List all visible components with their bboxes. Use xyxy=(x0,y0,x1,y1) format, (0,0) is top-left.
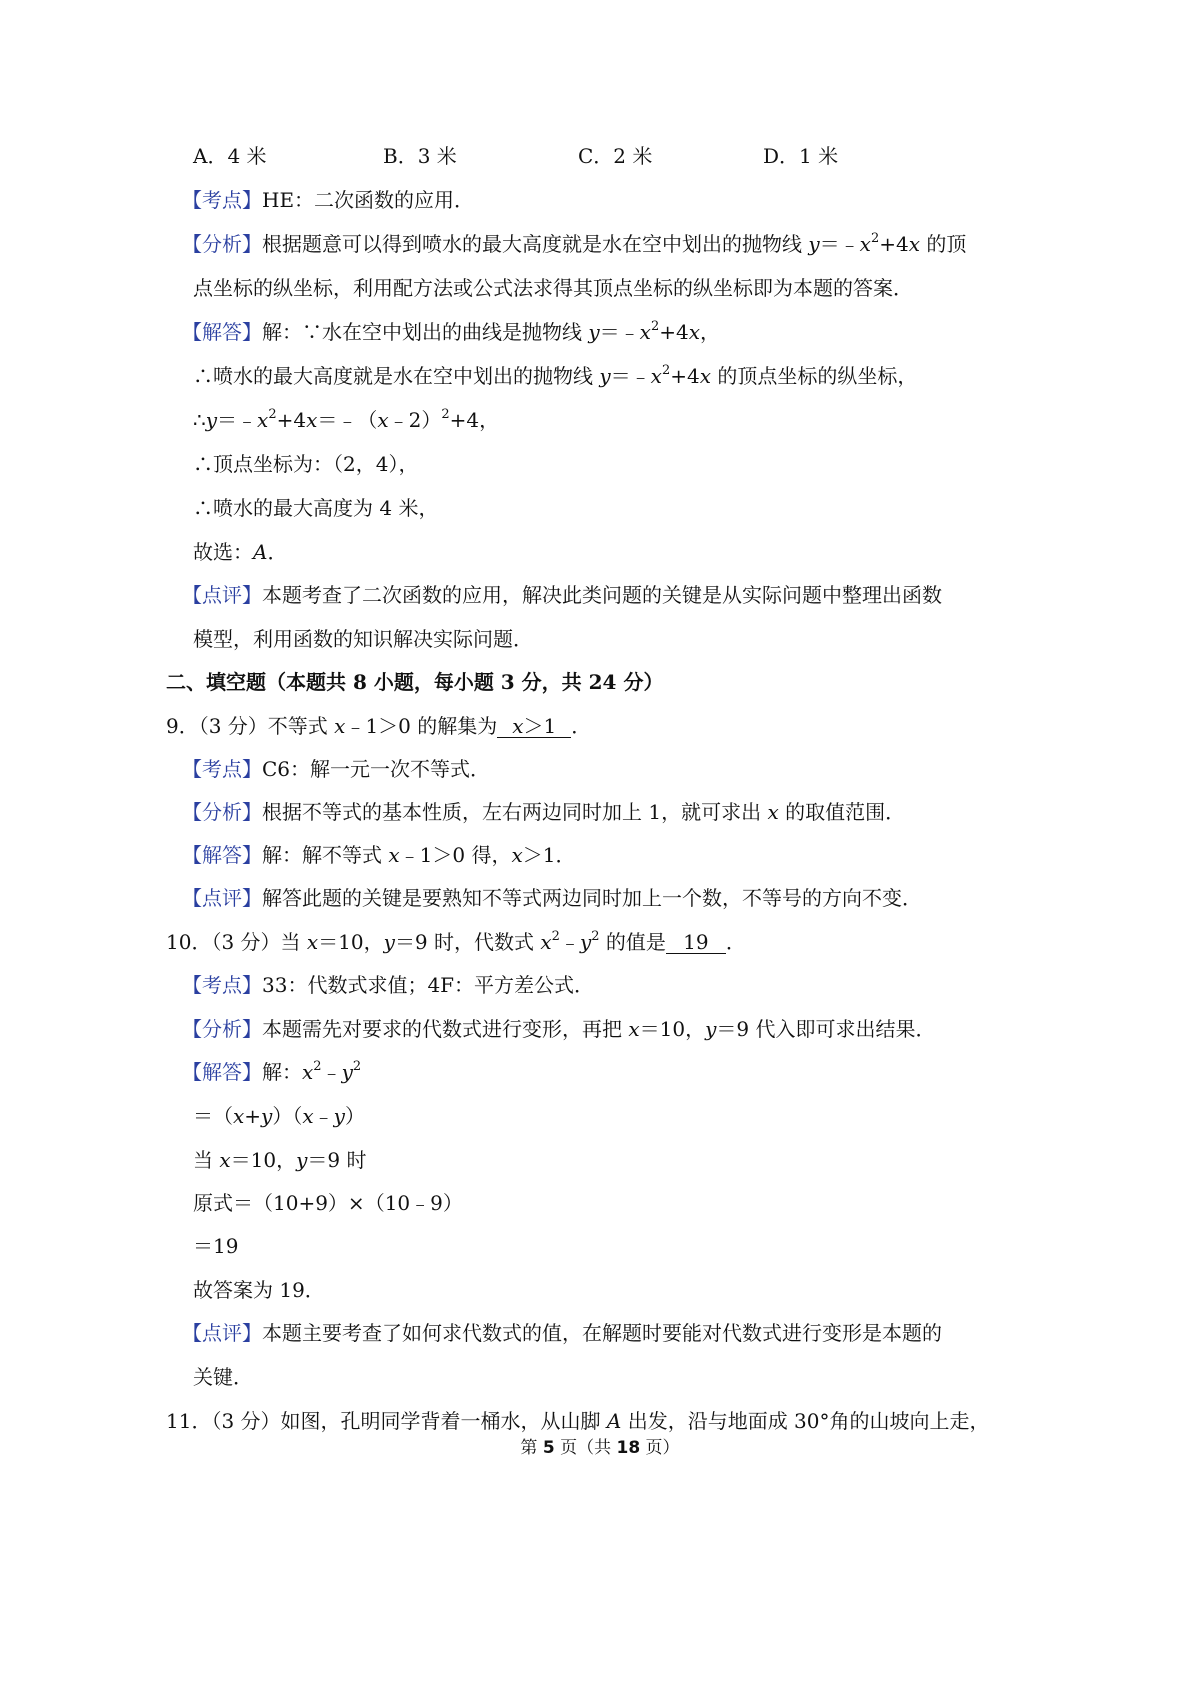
q8-kaodian: 【考点】HE：二次函数的应用． xyxy=(182,188,475,212)
q10-answer-blank: 19 xyxy=(666,931,726,954)
q10-solution-line-3: 当 x＝10，y＝9 时 xyxy=(193,1148,367,1172)
q11-stem: 11．（3 分）如图，孔明同学背着一桶水，从山脚 A 出发，沿与地面成 30°角的山坡向上走， xyxy=(166,1409,990,1433)
q10-solution-line-2: ＝（x+y）（x﹣y） xyxy=(193,1104,365,1128)
q8-solution-line-5: ∴喷水的最大高度为 4 米， xyxy=(193,496,439,520)
q10-solution-line-4: 原式＝（10+9）×（10﹣9） xyxy=(193,1191,463,1215)
option-b: B．3 米 xyxy=(383,144,457,168)
q8-solution-line-6: 故选：A． xyxy=(193,540,288,564)
q10-jieda: 【解答】解：$x^2﹣y^2$ xyxy=(182,1059,362,1084)
q10-solution-line-6: 故答案为 19． xyxy=(193,1278,325,1302)
q9-answer-blank: x＞1 xyxy=(497,715,571,738)
q8-solution-line-3: $\therefore y=﹣x^2+4x=﹣(x﹣2)^2+4$， xyxy=(193,407,500,432)
q10-dianping: 【点评】本题主要考查了如何求代数式的值，在解题时要能对代数式进行变形是本题的 xyxy=(182,1321,942,1345)
tag-fenxi: 【分析】 xyxy=(182,232,262,256)
q8-dianping-cont: 模型，利用函数的知识解决实际问题． xyxy=(193,627,533,651)
q9-fenxi: 【分析】根据不等式的基本性质，左右两边同时加上 1，就可求出 x 的取值范围． xyxy=(182,800,906,824)
q8-fenxi-cont: 点坐标的纵坐标，利用配方法或公式法求得其顶点坐标的纵坐标即为本题的答案． xyxy=(193,276,913,300)
q10-stem: 10．（3 分）当 x＝10，y＝9 时，代数式 $x^2﹣y^2$ 的值是 19 ． xyxy=(166,929,746,954)
q10-solution-line-5: ＝19 xyxy=(193,1234,239,1258)
q9-stem: 9．（3 分）不等式 x﹣1＞0 的解集为 x＞1 ． xyxy=(166,714,592,738)
option-a: A．4 米 xyxy=(193,144,267,168)
q9-kaodian: 【考点】C6：解一元一次不等式． xyxy=(182,757,491,781)
option-c: C．2 米 xyxy=(578,144,653,168)
q8-solution-line-2: ∴喷水的最大高度就是水在空中划出的抛物线 $y=﹣x^2+4x$ 的顶点坐标的纵坐标， xyxy=(193,363,918,388)
section-heading: 二、填空题（本题共 8 小题，每小题 3 分，共 24 分） xyxy=(166,670,664,694)
page-footer: 第 5 页（共 18 页） xyxy=(520,1438,680,1458)
q10-dianping-cont: 关键． xyxy=(193,1365,253,1389)
q10-fenxi: 【分析】本题需先对要求的代数式进行变形，再把 x＝10，y＝9 代入即可求出结果． xyxy=(182,1017,936,1041)
page-number: 5 xyxy=(542,1438,555,1458)
q8-fenxi: 【分析】根据题意可以得到喷水的最大高度就是水在空中划出的抛物线 $y=﹣x^2+4x$ 的顶 xyxy=(182,231,967,256)
q8-jieda: 【解答】解：∵水在空中划出的曲线是抛物线 $y=﹣x^2+4x$， xyxy=(182,319,720,344)
q8-dianping: 【点评】本题考查了二次函数的应用，解决此类问题的关键是从实际问题中整理出函数 xyxy=(182,583,942,607)
q9-jieda: 【解答】解：解不等式 x﹣1＞0 得，x＞1． xyxy=(182,843,576,867)
option-d: D．1 米 xyxy=(763,144,839,168)
q8-solution-line-4: ∴顶点坐标为：（2，4）， xyxy=(193,452,419,476)
q9-dianping: 【点评】解答此题的关键是要熟知不等式两边同时加上一个数，不等号的方向不变． xyxy=(182,886,922,910)
page-total: 18 xyxy=(616,1438,641,1458)
q10-kaodian: 【考点】33：代数式求值；4F：平方差公式． xyxy=(182,973,595,997)
tag-kaodian: 【考点】 xyxy=(182,188,262,212)
tag-jieda: 【解答】 xyxy=(182,320,262,344)
tag-dianping: 【点评】 xyxy=(182,583,262,607)
